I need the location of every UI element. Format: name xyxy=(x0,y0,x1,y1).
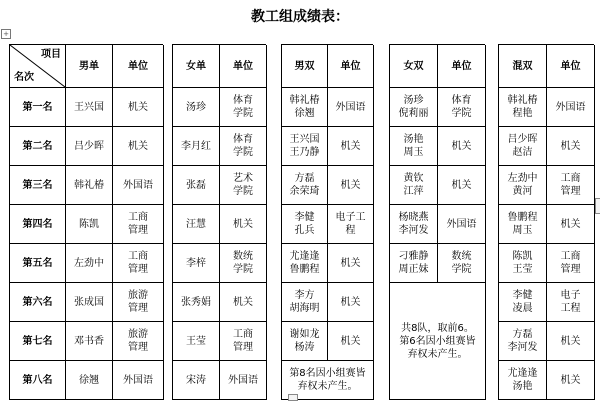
player-unit: 机关 xyxy=(220,283,267,322)
event-header: 男双 xyxy=(282,45,328,88)
player-unit: 工商 管理 xyxy=(220,322,267,361)
player-name: 刁雅静 周正妹 xyxy=(390,244,438,283)
table-move-handle-icon[interactable]: + xyxy=(1,29,11,39)
player-unit: 机关 xyxy=(328,166,374,205)
player-unit: 机关 xyxy=(547,127,595,166)
player-unit: 数统 学院 xyxy=(438,244,486,283)
player-unit: 电子工 程 xyxy=(328,205,374,244)
event-header: 混双 xyxy=(499,45,547,88)
corner-header-cell xyxy=(10,45,66,88)
player-name: 陈凯 王莹 xyxy=(499,244,547,283)
player-name: 杨晓燕 李河发 xyxy=(390,205,438,244)
unit-header: 单位 xyxy=(438,45,486,88)
page-title: 教工组成绩表： xyxy=(251,9,349,25)
unit-header: 单位 xyxy=(328,45,374,88)
player-unit: 机关 xyxy=(328,283,374,322)
player-unit: 体育 学院 xyxy=(220,127,267,166)
header-item-label: 项目 xyxy=(41,49,61,60)
player-name: 尤逢逢 汤艳 xyxy=(499,361,547,400)
player-unit: 数统 学院 xyxy=(220,244,267,283)
player-unit: 外国语 xyxy=(220,361,267,400)
note-cell: 第8名因小组赛皆 弃权未产生。 xyxy=(282,361,374,400)
player-unit: 机关 xyxy=(328,244,374,283)
unit-header: 单位 xyxy=(113,45,164,88)
player-name: 吕少晖 赵洁 xyxy=(499,127,547,166)
player-unit: 机关 xyxy=(438,166,486,205)
event-header: 男单 xyxy=(66,45,113,88)
player-unit: 体育 学院 xyxy=(220,88,267,127)
table-mixed-doubles xyxy=(498,44,594,400)
player-name: 王莹 xyxy=(173,322,220,361)
player-name: 黄钦 江萍 xyxy=(390,166,438,205)
player-unit: 外国语 xyxy=(113,361,164,400)
player-unit: 旅游 管理 xyxy=(113,283,164,322)
player-unit: 电子 工程 xyxy=(547,283,595,322)
player-name: 汤珍 倪莉丽 xyxy=(390,88,438,127)
page-edge-marker xyxy=(595,198,600,214)
player-unit: 机关 xyxy=(220,205,267,244)
player-unit: 机关 xyxy=(547,205,595,244)
rank-label: 第七名 xyxy=(10,322,66,361)
rank-label: 第五名 xyxy=(10,244,66,283)
player-unit: 机关 xyxy=(438,127,486,166)
player-name: 左劲中 黄河 xyxy=(499,166,547,205)
player-unit: 体育 学院 xyxy=(438,88,486,127)
player-unit: 工商 管理 xyxy=(113,244,164,283)
player-name: 李月红 xyxy=(173,127,220,166)
player-unit: 机关 xyxy=(113,127,164,166)
player-name: 张秀娟 xyxy=(173,283,220,322)
player-unit: 外国语 xyxy=(113,166,164,205)
player-unit: 外国语 xyxy=(547,88,595,127)
rank-label: 第三名 xyxy=(10,166,66,205)
player-name: 尤逢逢 鲁鹏程 xyxy=(282,244,328,283)
player-unit: 艺术 学院 xyxy=(220,166,267,205)
player-unit: 工商 管理 xyxy=(113,205,164,244)
player-name: 吕少晖 xyxy=(66,127,113,166)
player-name: 李梓 xyxy=(173,244,220,283)
table-mens-singles xyxy=(9,44,163,400)
table-womens-doubles xyxy=(389,44,485,400)
unit-header: 单位 xyxy=(547,45,595,88)
header-ranking-label: 名次 xyxy=(14,72,34,83)
player-name: 鲁鹏程 周玉 xyxy=(499,205,547,244)
player-name: 李健 孔兵 xyxy=(282,205,328,244)
player-name: 韩礼椿 徐翘 xyxy=(282,88,328,127)
player-name: 韩礼椿 xyxy=(66,166,113,205)
player-unit: 机关 xyxy=(113,88,164,127)
rank-label: 第二名 xyxy=(10,127,66,166)
player-name: 汤艳 周玉 xyxy=(390,127,438,166)
player-name: 陈凯 xyxy=(66,205,113,244)
unit-header: 单位 xyxy=(220,45,267,88)
player-unit: 机关 xyxy=(328,322,374,361)
player-name: 李健 凌晨 xyxy=(499,283,547,322)
player-name: 邓书香 xyxy=(66,322,113,361)
player-unit: 外国语 xyxy=(438,205,486,244)
event-header: 女双 xyxy=(390,45,438,88)
player-name: 左劲中 xyxy=(66,244,113,283)
player-unit: 机关 xyxy=(547,361,595,400)
player-name: 李方 胡海明 xyxy=(282,283,328,322)
player-name: 张磊 xyxy=(173,166,220,205)
player-name: 方磊 余荣琦 xyxy=(282,166,328,205)
player-name: 汤珍 xyxy=(173,88,220,127)
event-header: 女单 xyxy=(173,45,220,88)
note-cell: 共8队，取前6。 第6名因小组赛皆 弃权未产生。 xyxy=(390,283,486,400)
table-mens-doubles xyxy=(281,44,373,400)
player-name: 王兴国 xyxy=(66,88,113,127)
player-name: 韩礼椿 程艳 xyxy=(499,88,547,127)
player-name: 汪慧 xyxy=(173,205,220,244)
player-name: 谢如龙 杨涛 xyxy=(282,322,328,361)
rank-label: 第六名 xyxy=(10,283,66,322)
player-name: 张成国 xyxy=(66,283,113,322)
player-name: 宋涛 xyxy=(173,361,220,400)
player-unit: 机关 xyxy=(328,127,374,166)
player-unit: 机关 xyxy=(547,322,595,361)
player-name: 王兴国 王乃静 xyxy=(282,127,328,166)
player-unit: 工商 管理 xyxy=(547,244,595,283)
table-womens-singles xyxy=(172,44,266,400)
rank-label: 第八名 xyxy=(10,361,66,400)
player-unit: 工商 管理 xyxy=(547,166,595,205)
player-name: 徐翘 xyxy=(66,361,113,400)
rank-label: 第一名 xyxy=(10,88,66,127)
rank-label: 第四名 xyxy=(10,205,66,244)
player-name: 方磊 李河发 xyxy=(499,322,547,361)
player-unit: 旅游 管理 xyxy=(113,322,164,361)
player-unit: 外国语 xyxy=(328,88,374,127)
